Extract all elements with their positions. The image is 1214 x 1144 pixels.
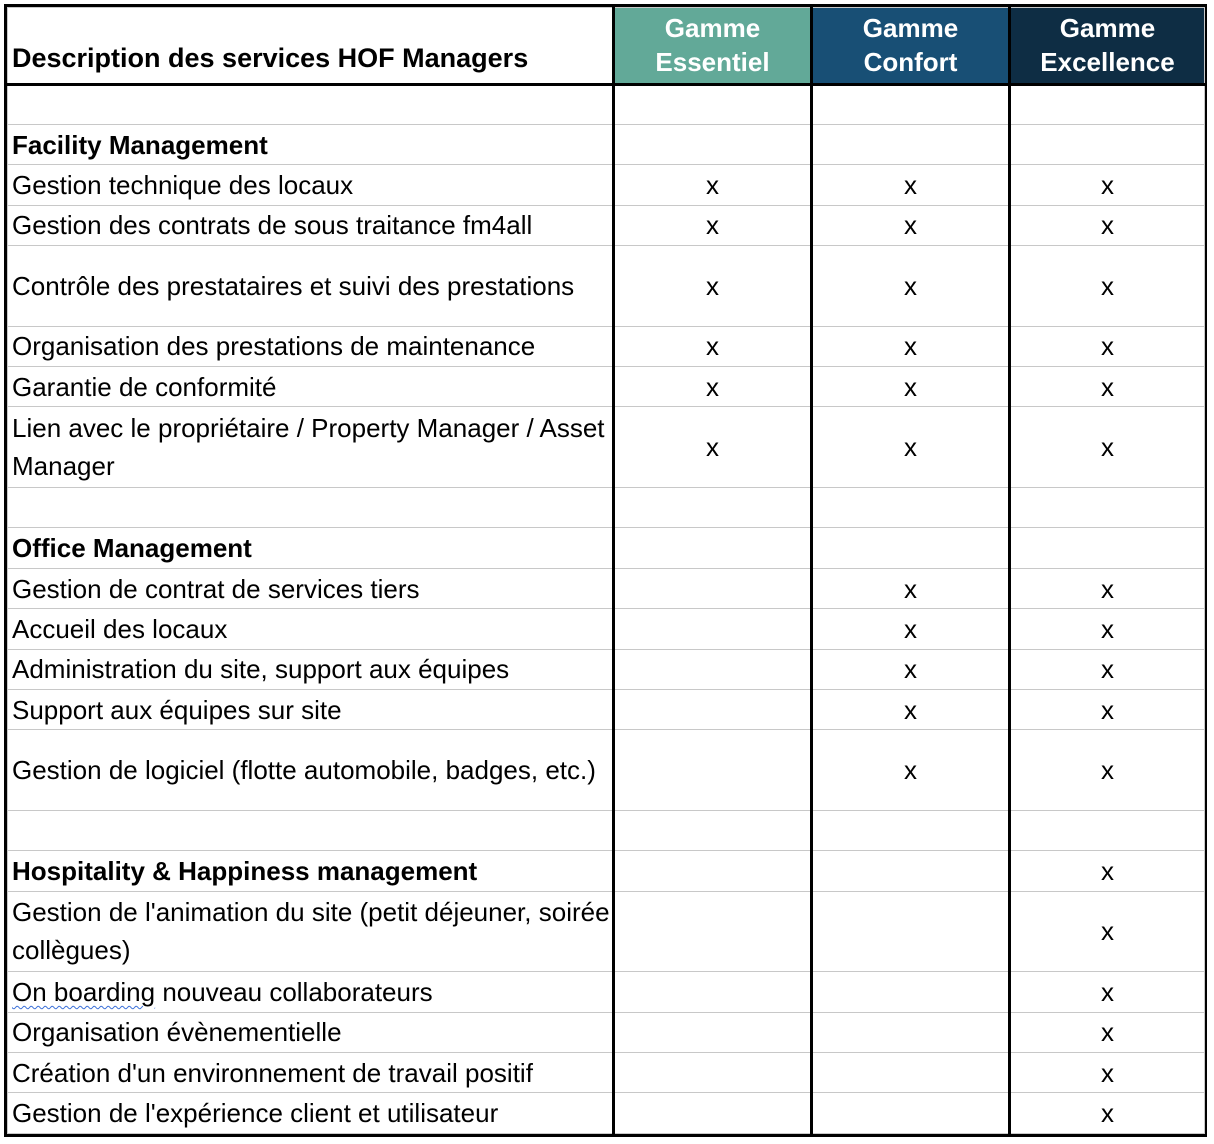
section-title: Hospitality & Happiness management	[8, 851, 614, 891]
row-label-suffix: nouveau collaborateurs	[155, 976, 433, 1007]
services-table	[7, 7, 1205, 1134]
table-row	[8, 205, 1205, 245]
excellence-cell: x	[1010, 730, 1205, 811]
row-label: Organisation évènementielle	[8, 1012, 614, 1052]
essentiel-cell	[614, 84, 812, 124]
essentiel-cell	[614, 689, 812, 729]
essentiel-cell: x	[614, 367, 812, 407]
excellence-cell: x	[1010, 407, 1205, 488]
confort-cell	[812, 488, 1010, 528]
confort-cell: x	[812, 407, 1010, 488]
excellence-cell: x	[1010, 1012, 1205, 1052]
essentiel-cell	[614, 851, 812, 891]
confort-cell	[812, 851, 1010, 891]
excellence-cell: x	[1010, 891, 1205, 972]
table-row	[8, 609, 1205, 649]
essentiel-cell	[614, 730, 812, 811]
excellence-cell	[1010, 488, 1205, 528]
excellence-cell: x	[1010, 246, 1205, 327]
row-label: Gestion de l'expérience client et utilisateur	[8, 1093, 614, 1134]
row-label: Création d'un environnement de travail positif	[8, 1052, 614, 1092]
gamme-confort-line1: Gamme	[862, 13, 959, 44]
excellence-cell	[1010, 84, 1205, 124]
confort-cell: x	[812, 246, 1010, 327]
confort-cell	[812, 891, 1010, 972]
row-label	[8, 488, 614, 528]
table-row	[8, 649, 1205, 689]
confort-cell	[812, 528, 1010, 568]
excellence-cell: x	[1010, 1093, 1205, 1134]
row-label: Garantie de conformité	[8, 367, 614, 407]
table-row	[8, 1093, 1205, 1134]
row-label: Gestion des contrats de sous traitance fm4all	[8, 205, 614, 245]
excellence-cell: x	[1010, 689, 1205, 729]
table-row	[8, 165, 1205, 205]
essentiel-cell: x	[614, 326, 812, 366]
gamme-confort-line2: Confort	[863, 47, 958, 78]
confort-cell: x	[812, 649, 1010, 689]
confort-cell: x	[812, 205, 1010, 245]
excellence-cell: x	[1010, 165, 1205, 205]
table-row	[8, 488, 1205, 528]
essentiel-cell	[614, 488, 812, 528]
confort-cell	[812, 84, 1010, 124]
row-label	[8, 84, 614, 124]
row-label: Gestion de logiciel (flotte automobile, badges, etc.)	[8, 730, 614, 811]
essentiel-cell: x	[614, 407, 812, 488]
confort-cell	[812, 1093, 1010, 1134]
excellence-cell	[1010, 125, 1205, 165]
table-row	[8, 689, 1205, 729]
gamme-excellence-line2: Excellence	[1040, 47, 1175, 78]
row-label: Administration du site, support aux équipes	[8, 649, 614, 689]
confort-cell: x	[812, 609, 1010, 649]
gamme-essentiel-header	[614, 8, 812, 85]
row-label: Gestion technique des locaux	[8, 165, 614, 205]
essentiel-cell: x	[614, 165, 812, 205]
excellence-cell: x	[1010, 1052, 1205, 1092]
spellcheck-underlined-text: On boarding	[12, 976, 156, 1007]
confort-cell	[812, 972, 1010, 1012]
excellence-cell: x	[1010, 972, 1205, 1012]
row-label: Accueil des locaux	[8, 609, 614, 649]
row-label: Gestion de contrat de services tiers	[8, 568, 614, 608]
essentiel-cell	[614, 649, 812, 689]
essentiel-cell	[614, 972, 812, 1012]
table-row	[8, 891, 1205, 972]
confort-cell: x	[812, 568, 1010, 608]
gamme-excellence-line1: Gamme	[1059, 13, 1156, 44]
row-label: Gestion de l'animation du site (petit déjeuner, soirée collègues)	[8, 891, 614, 972]
essentiel-cell	[614, 125, 812, 165]
table-row	[8, 1012, 1205, 1052]
confort-cell: x	[812, 165, 1010, 205]
essentiel-cell	[614, 891, 812, 972]
row-label: Lien avec le propriétaire / Property Manager / Asset Manager	[8, 407, 614, 488]
gamme-excellence-header	[1010, 8, 1205, 85]
row-label: Contrôle des prestataires et suivi des prestations	[8, 246, 614, 327]
table-row	[8, 972, 1205, 1012]
excellence-cell: x	[1010, 326, 1205, 366]
row-label: Support aux équipes sur site	[8, 689, 614, 729]
row-label	[8, 972, 614, 1012]
table-row	[8, 246, 1205, 327]
essentiel-cell: x	[614, 205, 812, 245]
table-row	[8, 568, 1205, 608]
essentiel-cell	[614, 609, 812, 649]
confort-cell: x	[812, 730, 1010, 811]
essentiel-cell	[614, 810, 812, 850]
table-row	[8, 730, 1205, 811]
confort-cell: x	[812, 367, 1010, 407]
section-title: Facility Management	[8, 125, 614, 165]
description-header: Description des services HOF Managers	[8, 8, 614, 85]
gamme-essentiel-line1: Gamme	[664, 13, 761, 44]
excellence-cell: x	[1010, 367, 1205, 407]
table-row	[8, 367, 1205, 407]
table-row	[8, 810, 1205, 850]
excellence-cell	[1010, 528, 1205, 568]
excellence-cell: x	[1010, 649, 1205, 689]
confort-cell: x	[812, 689, 1010, 729]
section-row-hospitality	[8, 851, 1205, 891]
header-row	[8, 8, 1205, 85]
essentiel-cell	[614, 568, 812, 608]
confort-cell	[812, 1052, 1010, 1092]
confort-cell	[812, 125, 1010, 165]
essentiel-cell	[614, 1093, 812, 1134]
section-row-facility	[8, 125, 1205, 165]
row-label: Organisation des prestations de maintenance	[8, 326, 614, 366]
essentiel-cell	[614, 1012, 812, 1052]
row-label	[8, 810, 614, 850]
confort-cell: x	[812, 326, 1010, 366]
table-row	[8, 1052, 1205, 1092]
essentiel-cell	[614, 1052, 812, 1092]
table-row	[8, 407, 1205, 488]
excellence-cell: x	[1010, 609, 1205, 649]
excellence-cell	[1010, 810, 1205, 850]
gamme-essentiel-line2: Essentiel	[655, 47, 770, 78]
essentiel-cell: x	[614, 246, 812, 327]
table-row	[8, 84, 1205, 124]
section-title: Office Management	[8, 528, 614, 568]
confort-cell	[812, 810, 1010, 850]
table-row	[8, 326, 1205, 366]
excellence-cell: x	[1010, 568, 1205, 608]
excellence-cell: x	[1010, 205, 1205, 245]
confort-cell	[812, 1012, 1010, 1052]
excellence-cell: x	[1010, 851, 1205, 891]
section-row-office	[8, 528, 1205, 568]
essentiel-cell	[614, 528, 812, 568]
services-table-sheet	[4, 4, 1207, 1137]
gamme-confort-header	[812, 8, 1010, 85]
